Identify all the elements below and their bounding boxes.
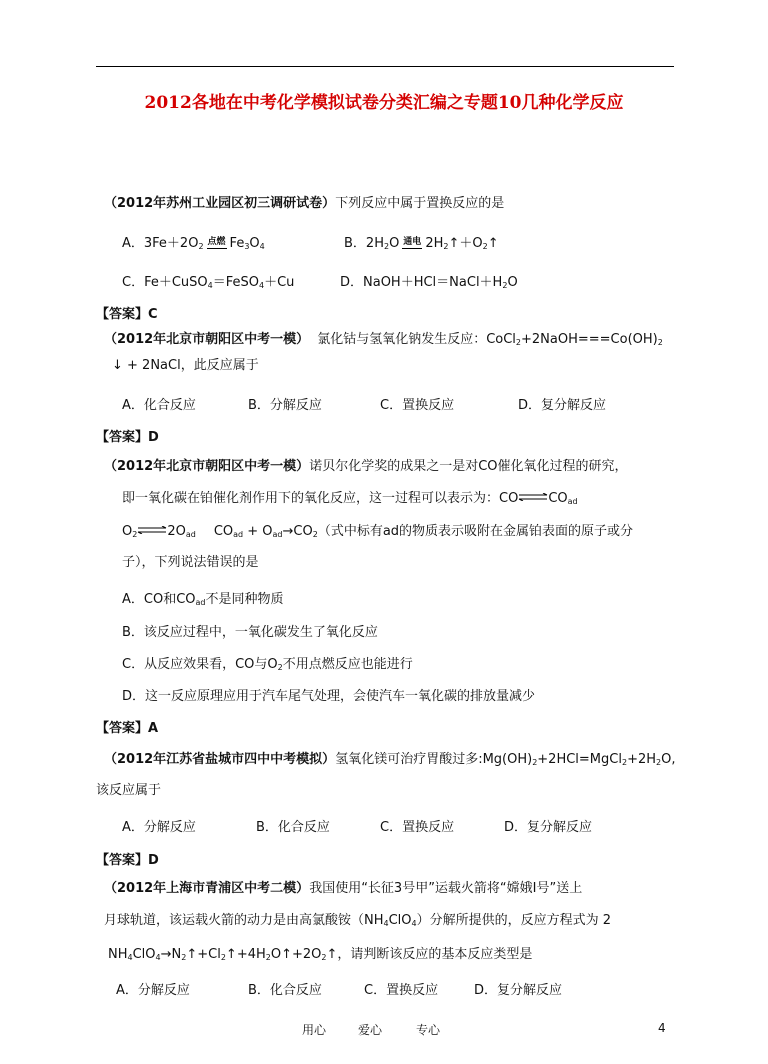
equilibrium-arrow-icon bbox=[137, 526, 167, 534]
footer-item-1: 用心 bbox=[302, 1023, 327, 1037]
q2-option-c: C．置换反应 bbox=[380, 398, 455, 413]
q2-option-a: A．化合反应 bbox=[122, 398, 196, 413]
q5-option-a: A．分解反应 bbox=[116, 983, 190, 998]
header-rule bbox=[96, 66, 674, 67]
q1-answer: 【答案】C bbox=[96, 307, 158, 322]
q3-option-b: B．该反应过程中，一氧化碳发生了氧化反应 bbox=[122, 625, 378, 640]
q4-option-c: C．置换反应 bbox=[380, 820, 455, 835]
footer-item-3: 专心 bbox=[416, 1023, 441, 1037]
condition-electrolysis: 通电 bbox=[403, 237, 422, 247]
q4-stem-line2: 该反应属于 bbox=[96, 783, 162, 798]
page-number: 4 bbox=[658, 1021, 666, 1035]
q2-source: （2012年北京市朝阳区中考一模） bbox=[104, 332, 310, 347]
condition-ignite: 点燃 bbox=[207, 237, 226, 247]
q4-answer: 【答案】D bbox=[96, 853, 159, 868]
q5-source: （2012年上海市青浦区中考二模） bbox=[104, 881, 310, 896]
q4-option-b: B．化合反应 bbox=[256, 820, 330, 835]
q3-stem-line3: $O_2$ $2O_{ad}$ $CO_{ad} + O_{ad}\to CO_2$（式中标有ad的物质表示吸附在金属铂表面的原子或分 bbox=[122, 524, 634, 539]
document-title: 2012各地在中考化学模拟试卷分类汇编之专题10几种化学反应 bbox=[144, 93, 624, 113]
q3-option-d: D．这一反应原理应用于汽车尾气处理，会使汽车一氧化碳的排放量减少 bbox=[122, 689, 536, 704]
q5-option-c: C．置换反应 bbox=[364, 983, 439, 998]
q1-option-b: B．$2H_2O$ 通电 $2H_2↑+O_2↑$ bbox=[344, 236, 499, 251]
q1-option-d: D．$NaOH+HCl=NaCl+H_2O$ bbox=[340, 275, 518, 290]
q3-stem-line2: 即一氧化碳在铂催化剂作用下的氧化反应，这一过程可以表示为：CO $CO_{ad}$ bbox=[122, 491, 578, 506]
q4-stem-line: （2012年江苏省盐城市四中中考模拟）氢氧化镁可治疗胃酸过多$:Mg(OH)_2+2HCl=MgCl_2+2H_2O$, bbox=[104, 752, 676, 767]
q5-equation-line: $NH_4ClO_4\to N_2↑+Cl_2↑+4H_2O↑+2O_2↑$，请判断该反应的基本反应类型是 bbox=[108, 947, 533, 962]
equilibrium-arrow-icon bbox=[518, 493, 548, 501]
q1-option-c: C．Fe＋CuSO$_4$＝FeSO$_4$＋Cu bbox=[122, 275, 295, 290]
q2-option-b: B．分解反应 bbox=[248, 398, 322, 413]
q1-source: （2012年苏州工业园区初三调研试卷） bbox=[104, 196, 336, 211]
q4-option-a: A．分解反应 bbox=[122, 820, 196, 835]
q4-option-d: D．复分解反应 bbox=[504, 820, 593, 835]
reaction-arrow-icon: → bbox=[160, 947, 172, 962]
q4-source: （2012年江苏省盐城市四中中考模拟） bbox=[104, 752, 336, 767]
q3-stem-line4: 子），下列说法错误的是 bbox=[122, 555, 259, 570]
q2-stem-line2: ↓ + 2NaCl，此反应属于 bbox=[112, 358, 259, 373]
q1-stem-line bbox=[104, 196, 504, 212]
q3-option-a: A．CO和$CO_{ad}$不是同种物质 bbox=[122, 592, 284, 607]
q2-answer: 【答案】D bbox=[96, 430, 159, 445]
q5-option-b: B．化合反应 bbox=[248, 983, 322, 998]
q2-stem-line: （2012年北京市朝阳区中考一模） 氯化钴与氢氧化钠发生反应：$CoCl_2+2NaOH===Co(OH)_2$ bbox=[104, 332, 663, 347]
footer-item-2: 爱心 bbox=[358, 1023, 383, 1037]
reaction-arrow-icon: → bbox=[282, 524, 294, 539]
q2-option-d: D．复分解反应 bbox=[518, 398, 607, 413]
q3-stem-line: （2012年北京市朝阳区中考一模）诺贝尔化学奖的成果之一是对CO催化氧化过程的研究， bbox=[104, 459, 628, 474]
q1-stem: 下列反应中属于置换反应的是 bbox=[335, 196, 505, 211]
q3-answer: 【答案】A bbox=[96, 721, 159, 736]
q5-option-d: D．复分解反应 bbox=[474, 983, 563, 998]
q3-source: （2012年北京市朝阳区中考一模） bbox=[104, 459, 310, 474]
q5-stem-line: （2012年上海市青浦区中考二模）我国使用“长征3号甲”运载火箭将“嫦娥Ⅰ号”送上 bbox=[104, 881, 583, 896]
q5-stem-line2: 月球轨道，该运载火箭的动力是由高氯酸铵$(NH_4ClO_4)$分解所提供的，反应方程式为 2 bbox=[104, 913, 612, 928]
q1-option-a: A．$3Fe+2O_2$ 点燃 $Fe_3O_4$ bbox=[122, 236, 265, 251]
q3-option-c: C．从反应效果看，CO与$O_2$不用点燃反应也能进行 bbox=[122, 657, 413, 672]
